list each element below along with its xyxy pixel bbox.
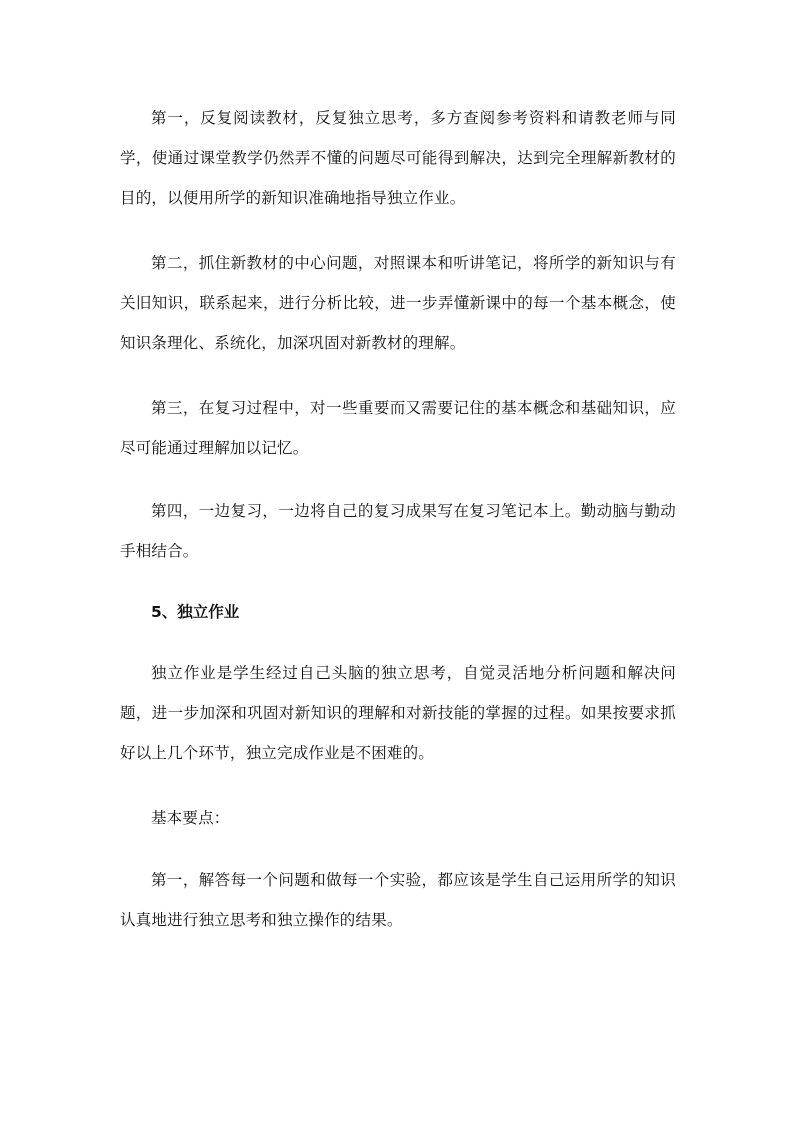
paragraph-homework-first: 第一，解答每一个问题和做每一个实验，都应该是学生自己运用所学的知识认真地进行独立思考和独立操作的结果。 [120, 871, 676, 929]
paragraph-review-fourth: 第四，一边复习，一边将自己的复习成果写在复习笔记本上。勤动脑与勤动手相结合。 [120, 502, 676, 560]
paragraph-homework-intro: 独立作业是学生经过自己头脑的独立思考，自觉灵活地分析问题和解决问题，进一步加深和巩固对新知识的理解和对新技能的掌握的过程。如果按要求抓好以上几个环节，独立完成作业是不困难的。 [120, 664, 676, 762]
paragraph-review-second: 第二，抓住新教材的中心问题，对照课本和听讲笔记，将所学的新知识与有关旧知识，联系起来，进行分析比较，进一步弄懂新课中的每一个基本概念，使知识条理化、系统化，加深巩固对新教材的理解。 [120, 254, 676, 352]
paragraph-key-points-label: 基本要点： [151, 809, 230, 827]
paragraph-review-third: 第三，在复习过程中，对一些重要而又需要记住的基本概念和基础知识，应尽可能通过理解加以记忆。 [120, 399, 676, 457]
section-heading: 5、独立作业 [151, 603, 240, 621]
paragraph-review-first: 第一，反复阅读教材，反复独立思考，多方查阅参考资料和请教老师与同学，使通过课堂教学仍然弄不懂的问题尽可能得到解决，达到完全理解新教材的目的，以便用所学的新知识准确地指导独立作业。 [120, 109, 676, 207]
